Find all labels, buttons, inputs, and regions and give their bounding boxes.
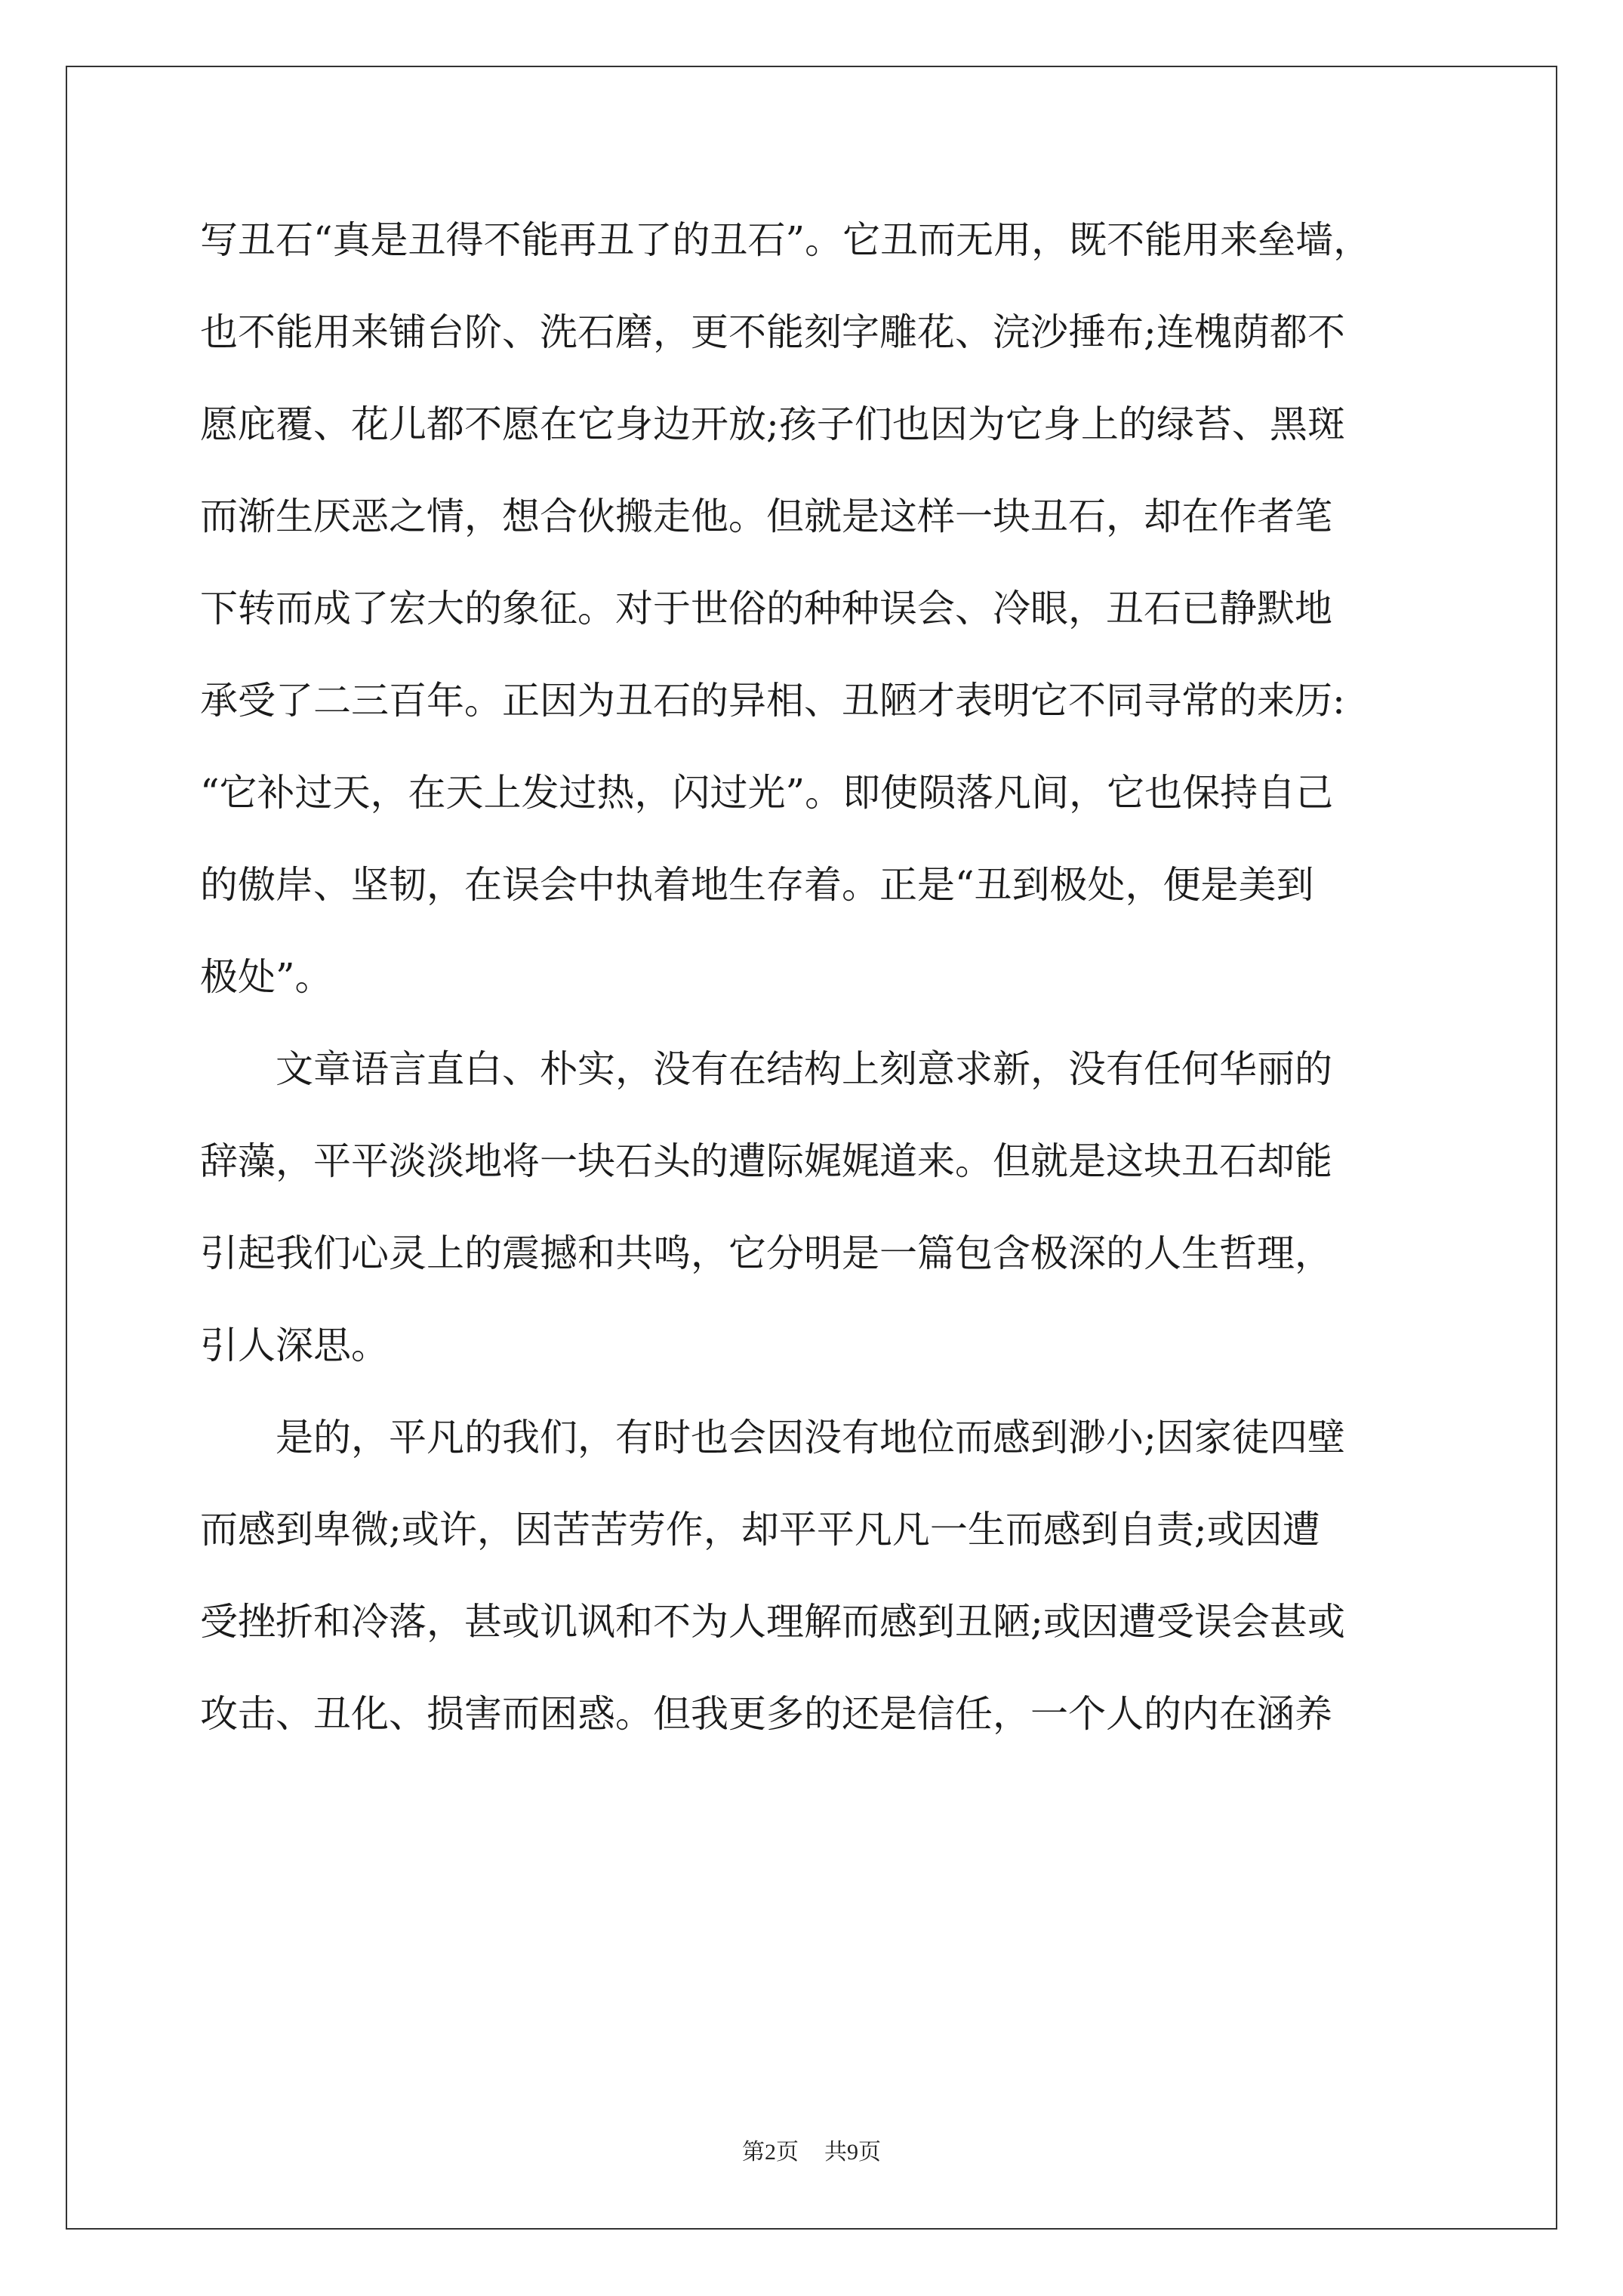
text-line: 攻击、丑化、损害而困惑。但我更多的还是信任，一个人的内在涵养: [200, 1692, 1332, 1736]
page-number: 第2页: [742, 2140, 799, 2165]
text-line: 受挫折和冷落，甚或讥讽和不为人理解而感到丑陋;或因遭受误会甚或: [200, 1600, 1345, 1644]
text-line: 而感到卑微;或许，因苦苦劳作，却平平凡凡一生而感到自责;或因遭: [200, 1508, 1320, 1552]
text-line: 辞藻，平平淡淡地将一块石头的遭际娓娓道来。但就是这块丑石却能: [200, 1139, 1332, 1183]
text-line: 也不能用来铺台阶、洗石磨，更不能刻字雕花、浣沙捶布;连槐荫都不: [200, 310, 1345, 354]
text-line: 引起我们心灵上的震撼和共鸣，它分明是一篇包含极深的人生哲理，: [200, 1231, 1332, 1275]
text-line: 写丑石“真是丑得不能再丑了的丑石”。它丑而无用，既不能用来垒墙，: [200, 218, 1372, 262]
page-footer: [0, 2133, 1623, 2166]
text-line: 而渐生厌恶之情，想合伙搬走他。但就是这样一块丑石，却在作者笔: [200, 495, 1332, 538]
text-line: “它补过天，在天上发过热，闪过光”。即使陨落凡间，它也保持自己: [200, 771, 1334, 815]
text-line: 文章语言直白、朴实，没有在结构上刻意求新，没有任何华丽的: [276, 1047, 1332, 1091]
text-line: 是的，平凡的我们，有时也会因没有地位而感到渺小;因家徒四壁: [276, 1416, 1345, 1459]
text-line: 愿庇覆、花儿都不愿在它身边开放;孩子们也因为它身上的绿苔、黑斑: [200, 402, 1345, 446]
text-line: 承受了二三百年。正因为丑石的异相、丑陋才表明它不同寻常的来历:: [200, 679, 1345, 723]
text-line: 下转而成了宏大的象征。对于世俗的种种误会、冷眼，丑石已静默地: [200, 587, 1332, 630]
text-line: 引人深思。: [200, 1324, 389, 1367]
text-line: 的傲岸、坚韧，在误会中执着地生存着。正是“丑到极处，便是美到: [200, 863, 1314, 907]
page-total: 共9页: [824, 2140, 881, 2165]
text-line: 极处”。: [200, 955, 333, 999]
